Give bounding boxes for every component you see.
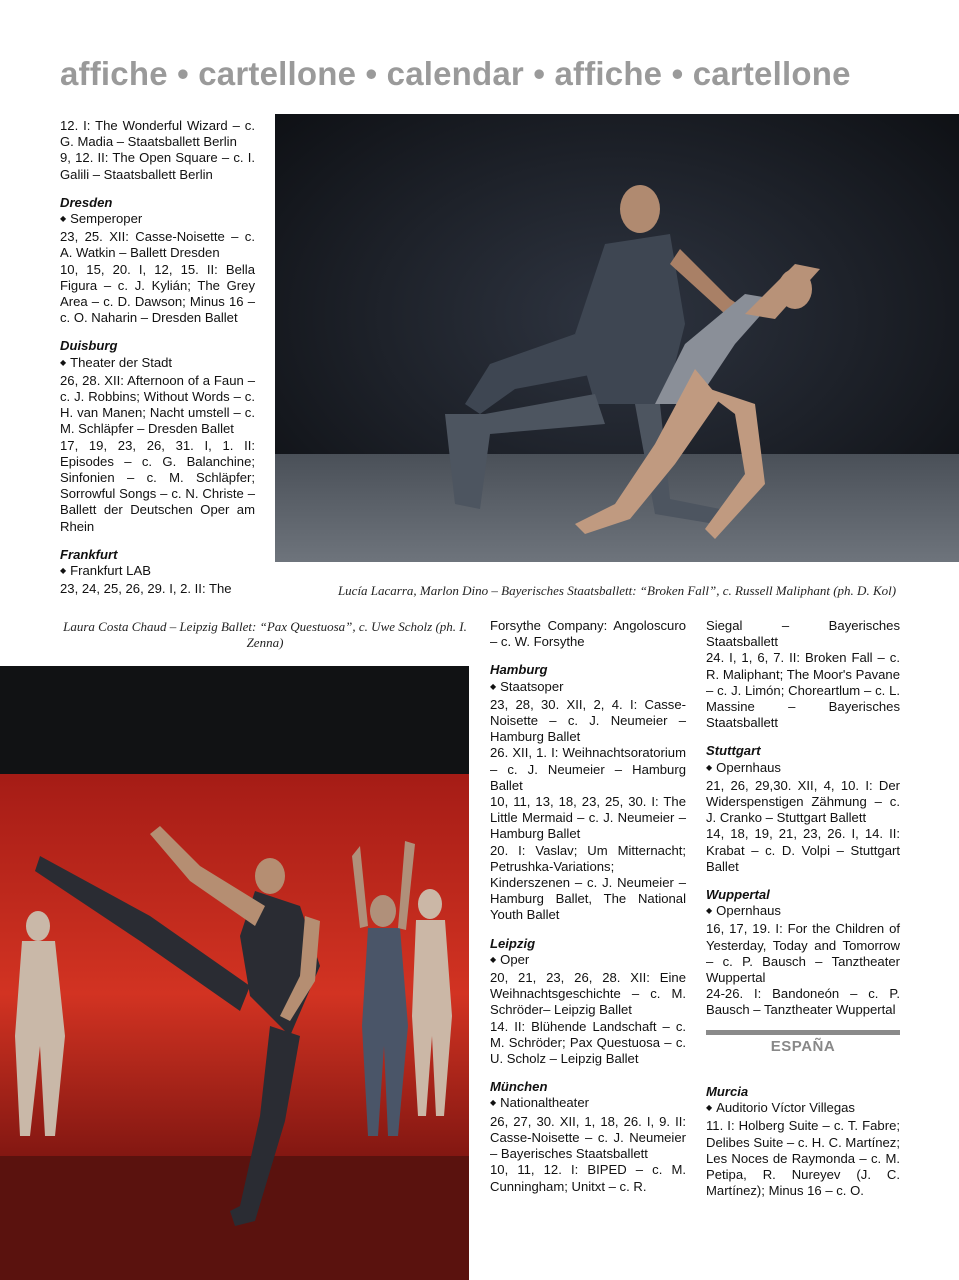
listing-entry: 14. II: Blühende Landschaft – c. M. Schröder; Pax Questuosa – c. U. Scholz – Leipzig Ballet xyxy=(490,1018,686,1067)
listing-entry: Forsythe Company: Angoloscuro – c. W. Forsythe xyxy=(490,618,686,650)
city-heading-stuttgart: Stuttgart xyxy=(706,743,761,759)
listing-entry: 16, 17, 19. I: For the Children of Yesterday, Today and Tomorrow – c. P. Bausch – Tanztheater Wuppertal xyxy=(706,921,900,986)
venue-label: ◆ Opernhaus xyxy=(706,903,900,921)
listing-entry: 20. I: Vaslav; Um Mitternacht; Petrushka-Variations; Kinderszenen – c. J. Neumeier – Hamburg Ballet, The National Youth Ballet xyxy=(490,842,686,923)
listing-entry: 23, 25. XII: Casse-Noisette – c. A. Watkin – Ballett Dresden xyxy=(60,229,255,261)
section-divider xyxy=(706,1030,900,1035)
listing-entry: 9, 12. II: The Open Square – c. I. Galili – Staatsballett Berlin xyxy=(60,150,255,182)
photo-caption-bottom: Laura Costa Chaud – Leipzig Ballet: “Pax Questuosa”, c. Uwe Scholz (ph. I. Zenna) xyxy=(63,619,467,650)
section-heading-espana: ESPAÑA xyxy=(770,1038,836,1055)
listing-entry: 10, 11, 12. I: BIPED – c. M. Cunningham; Unitxt – c. R. xyxy=(490,1162,686,1194)
city-heading-wuppertal: Wuppertal xyxy=(706,887,770,903)
venue-label: ◆ Opernhaus xyxy=(706,760,900,778)
venue-label: ◆ Oper xyxy=(490,952,686,970)
city-heading-munchen: München xyxy=(490,1079,548,1095)
listing-entry: 23, 28, 30. XII, 2, 4. I: Casse-Noisette – c. J. Neumeier – Hamburg Ballet xyxy=(490,696,686,745)
listing-entry: 26. XII, 1. I: Weihnachtsoratorium – c. J. Neumeier – Hamburg Ballet xyxy=(490,745,686,793)
venue-label: ◆ Semperoper xyxy=(60,211,255,229)
listing-entry: 10, 11, 13, 18, 23, 25, 30. I: The Little Mermaid – c. J. Neumeier – Hamburg Ballet xyxy=(490,794,686,842)
listing-column-3 xyxy=(706,618,900,1019)
photo-broken-fall xyxy=(275,114,959,562)
ensemble-photo-illustration xyxy=(0,666,469,1280)
listing-entry: 20, 21, 23, 26, 28. XII: Eine Weihnachtsgeschichte – c. M. Schröder– Leipzig Ballet xyxy=(490,970,686,1018)
listing-entry: 24-26. I: Bandoneón – c. P. Bausch – Tanztheater Wuppertal xyxy=(706,986,900,1018)
venue-label: ◆ Theater der Stadt xyxy=(60,355,255,373)
listing-column-3-lower xyxy=(706,1072,900,1199)
photo-pax-questuosa xyxy=(0,666,469,1280)
listing-entry: 21, 26, 29,30. XII, 4, 10. I: Der Widerspenstigen Zähmung – c. J. Cranko – Stuttgart Ballett xyxy=(706,777,900,826)
listing-entry: 24. I, 1, 6, 7. II: Broken Fall – c. R. Maliphant; The Moor's Pavane – c. J. Limón; Choreartlum – c. L. Massine – Bayerisches Staatsballett xyxy=(706,650,900,731)
listing-entry: 11. I: Holberg Suite – c. T. Fabre; Delibes Suite – c. H. C. Martínez; Les Noces de Raymonda – c. M. Petipa, R. Nureyev (J. C. Martínez); Minus 16 – c. O. xyxy=(706,1118,900,1199)
city-heading-murcia: Murcia xyxy=(706,1084,749,1099)
venue-label: ◆ Frankfurt LAB xyxy=(60,563,255,581)
listing-entry: Siegal – Bayerisches Staatsballett xyxy=(706,618,900,650)
listing-entry: 12. I: The Wonderful Wizard – c. G. Madia – Staatsballett Berlin xyxy=(60,118,255,150)
venue-label: ◆ Nationaltheater xyxy=(490,1095,686,1113)
listing-entry: 26, 28. XII: Afternoon of a Faun – c. J. Robbins; Without Words – c. H. van Manen; Nacht umstell – c. M. Schläpfer – Dresden Ballet xyxy=(60,372,255,437)
listing-entry: 10, 15, 20. I, 12, 15. II: Bella Figura – c. J. Kylián; The Grey Area – c. D. Dawson; Minus 16 – c. O. Naharin – Dresden Ballet xyxy=(60,261,255,326)
listing-entry: 14, 18, 19, 21, 23, 26. I, 14. II: Krabat – c. D. Volpi – Stuttgart Ballet xyxy=(706,826,900,874)
venue-label: ◆ Auditorio Víctor Villegas xyxy=(706,1100,900,1118)
city-heading-frankfurt: Frankfurt xyxy=(60,546,118,562)
city-heading-leipzig: Leipzig xyxy=(490,935,536,951)
listing-entry: 26, 27, 30. XII, 1, 18, 26. I, 9. II: Casse-Noisette – c. J. Neumeier – Bayerisches Staatsballett xyxy=(490,1113,686,1162)
listing-column-1 xyxy=(60,118,255,597)
page-banner: affiche • cartellone • calendar • affiche • cartellone xyxy=(60,55,851,92)
city-heading-hamburg: Hamburg xyxy=(490,662,548,678)
listing-entry: 17, 19, 23, 26, 31. I, 1. II: Episodes – c. G. Balanchine; Sinfonien – c. M. Schläpfer; Sorrowful Songs – c. N. Christe –Ballett der Deutschen Oper am Rhein xyxy=(60,437,255,534)
listing-entry: 23, 24, 25, 26, 29. I, 2. II: The xyxy=(60,581,232,597)
listing-column-2 xyxy=(490,618,686,1195)
duet-photo-illustration xyxy=(275,114,959,562)
venue-label: ◆ Staatsoper xyxy=(490,679,686,697)
city-heading-duisburg: Duisburg xyxy=(60,338,118,354)
city-heading-dresden: Dresden xyxy=(60,194,113,210)
photo-caption-top: Lucía Lacarra, Marlon Dino – Bayerisches Staatsballett: “Broken Fall”, c. Russell Maliphant (ph. D. Kol) xyxy=(337,583,897,598)
